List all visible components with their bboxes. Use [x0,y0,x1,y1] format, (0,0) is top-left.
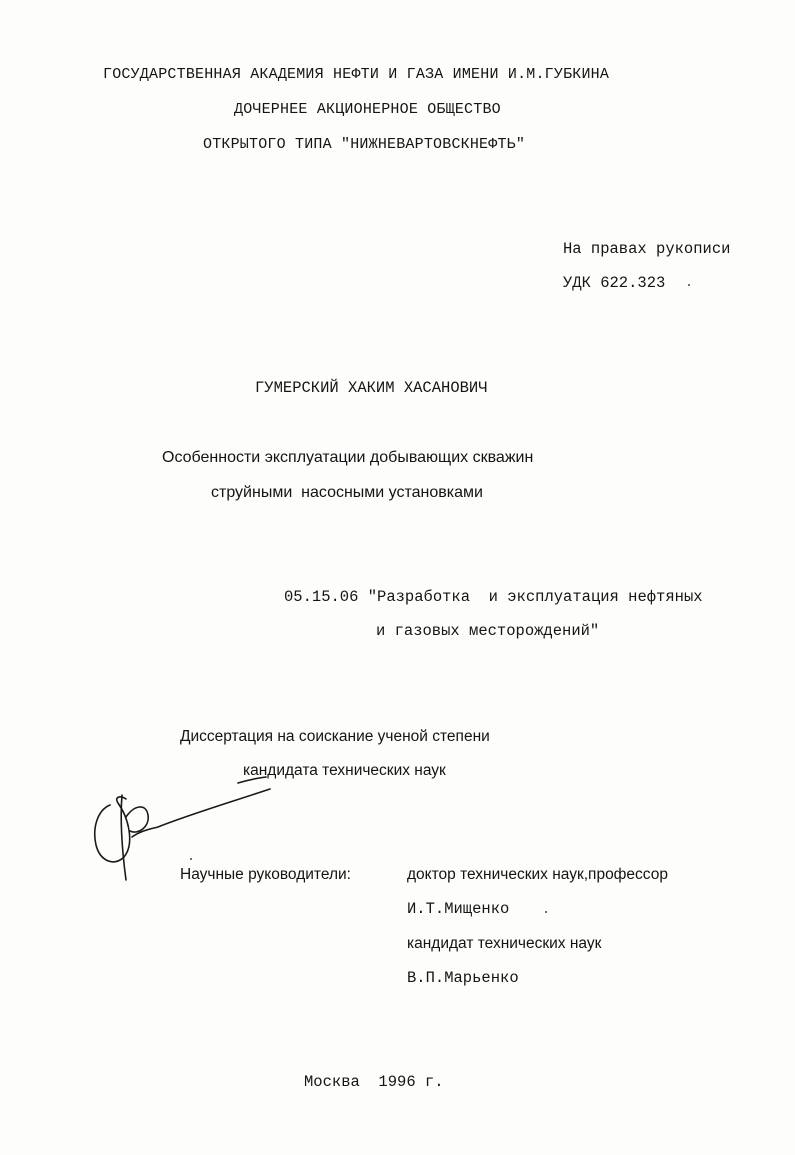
thesis-title-line2: струйными насосными установками [211,484,483,501]
ink-speck [688,284,690,286]
header-organization-line3: ОТКРЫТОГО ТИПА "НИЖНЕВАРТОВСКНЕФТЬ" [203,136,526,153]
city-year: Москва 1996 г. [304,1073,444,1091]
supervisor2-name: В.П.Марьенко [407,969,519,987]
manuscript-rights-note: На правах рукописи [563,240,731,258]
author-name: ГУМЕРСКИЙ ХАКИМ ХАСАНОВИЧ [255,379,488,397]
supervisor1-name: И.Т.Мищенко [407,900,510,918]
header-organization-line2: ДОЧЕРНЕЕ АКЦИОНЕРНОЕ ОБЩЕСТВО [234,101,501,118]
udk-code: УДК 622.323 [563,274,666,292]
specialty-line2: и газовых месторождений" [376,622,600,640]
header-organization-line1: ГОСУДАРСТВЕННАЯ АКАДЕМИЯ НЕФТИ И ГАЗА ИМЕНИ И.М.ГУБКИНА [103,66,610,83]
thesis-title-line1: Особенности эксплуатации добывающих скважин [162,449,534,466]
degree-line2: кандидата технических наук [243,762,446,779]
supervisor2-title: кандидат технических наук [407,935,602,952]
ink-speck [190,858,192,860]
supervisor1-title: доктор технических наук,профессор [407,866,668,883]
handwritten-signature [88,765,288,890]
specialty-line1: 05.15.06 "Разработка и эксплуатация нефтяных [284,588,703,606]
degree-line1: Диссертация на соискание ученой степени [180,728,490,745]
ink-speck [545,911,547,913]
supervisors-label: Научные руководители: [180,866,351,883]
